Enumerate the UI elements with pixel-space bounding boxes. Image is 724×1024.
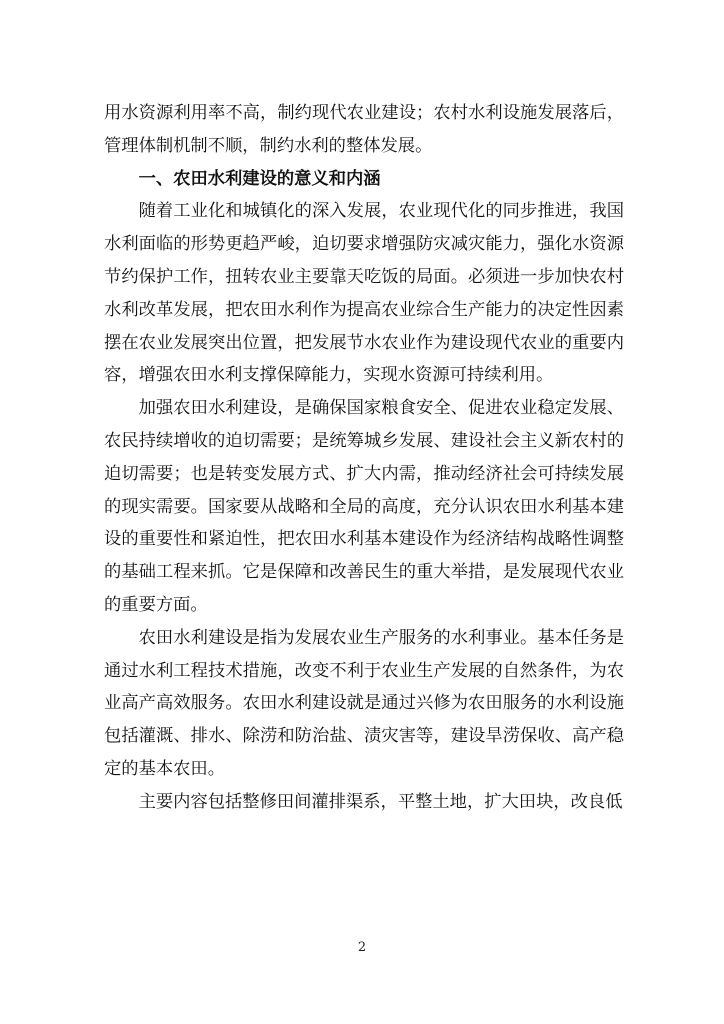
paragraph-continuation: 用水资源利用率不高，制约现代农业建设；农村水利设施发展落后，管理体制机制不顺，制约水利的整体发展。	[104, 103, 624, 156]
body-text	[104, 97, 624, 819]
paragraph-definition: 农田水利建设是指为发展农业生产服务的水利事业。基本任务是通过水利工程技术措施，改变不利于农业生产发展的自然条件，为农业高产高效服务。农田水利建设就是通过兴修为农田服务的水利设施包括灌溉、排水、除涝和防治盐、渍灾害等，建设旱涝保收、高产稳定的基本农田。	[104, 627, 624, 779]
paragraph-background: 随着工业化和城镇化的深入发展，农业现代化的同步推进，我国水利面临的形势更趋严峻，迫切要求增强防灾减灾能力，强化水资源节约保护工作，扭转农业主要靠天吃饭的局面。必须进一步加快农村水利改革发展，把农田水利作为提高农业综合生产能力的决定性因素摆在农业发展突出位置，把发展节水农业作为建设现代农业的重要内容，增强农田水利支撑保障能力，实现水资源可持续利用。	[104, 201, 624, 386]
page-number: 2	[357, 940, 367, 955]
section-heading: 一、农田水利建设的意义和内涵	[138, 168, 381, 189]
paragraph-significance: 加强农田水利建设，是确保国家粮食安全、促进农业稳定发展、农民持续增收的迫切需要；是统筹城乡发展、建设社会主义新农村的迫切需要；也是转变发展方式、扩大内需，推动经济社会可持续发展的现实需要。国家要从战略和全局的高度，充分认识农田水利基本建设的重要性和紧迫性，把农田水利基本建设作为经济结构战略性调整的基础工程来抓。它是保障和改善民生的重大举措，是发展现代农业的重要方面。	[104, 398, 624, 615]
paragraph-main-content: 主要内容包括整修田间灌排渠系，平整土地，扩大田块，改良低	[138, 791, 623, 812]
